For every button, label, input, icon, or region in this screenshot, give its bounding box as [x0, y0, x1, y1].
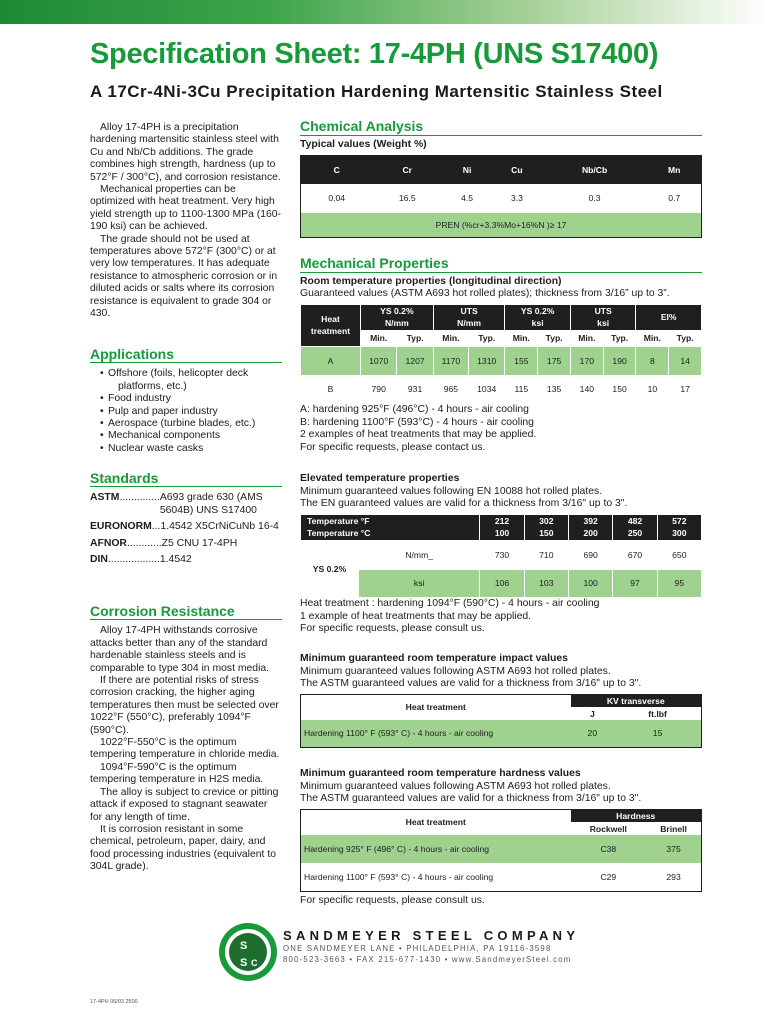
table-header-cell: El% — [636, 304, 702, 330]
table-header-cell: 482 250 — [613, 514, 657, 540]
table-cell: 3.3 — [510, 192, 523, 203]
table-cell: YS 0.2% — [301, 540, 359, 597]
table-header-row — [301, 514, 702, 540]
table-row — [301, 540, 702, 569]
document-code: 17-4PH 06/03 2500 — [90, 999, 138, 1005]
table-header-cell: Typ. — [669, 330, 702, 346]
room-temp-subtitle: Guaranteed values (ASTM A693 hot rolled plates); thickness from 3/16” up to 3”. — [300, 288, 670, 300]
page-subtitle: A 17Cr-4Ni-3Cu Precipitation Hardening Martensitic Stainless Steel — [90, 82, 663, 101]
table-header-cell: C — [301, 156, 373, 184]
table-header-cell: Heat treatment — [301, 304, 361, 346]
note-line: A: hardening 925°F (496°C) - 4 hours - air cooling — [300, 403, 529, 415]
standards-heading: Standards — [90, 472, 282, 487]
list-item: • Pulp and paper industry — [100, 406, 282, 418]
company-name: SANDMEYER STEEL COMPANY — [283, 928, 580, 943]
elevated-table — [300, 514, 702, 598]
table-cell: 17 — [669, 375, 702, 403]
intro-paragraph: The grade should not be used at temperatures above 572°F (300°C) or at very low temperatures. It has adequate resistance to atmospheric corrosion or in diluted acids or salts where its corrosion resistance is equivalent to grade 304 or 430. — [90, 233, 278, 320]
hardness-subtitle: The ASTM guaranteed values are valid for a thickness from 3/16" up to 3". — [300, 793, 642, 805]
table-header-cell: Heat treatment — [405, 817, 466, 828]
table-cell: A — [301, 346, 361, 375]
corrosion-paragraph: The alloy is subject to crevice or pitting attack if exposed to stagnant seawater for any length of time. — [90, 786, 279, 823]
table-cell: 20 — [587, 728, 598, 739]
table-header-cell: Cr — [372, 156, 442, 184]
table-cell: B — [301, 375, 361, 403]
intro-paragraph: Alloy 17-4PH is a precipitation hardening martensitic stainless steel with Cu and Nb/Cb additions. The grade combines high strength, hardness (up to 572°F / 300°C), and corrosion resistance. — [90, 122, 281, 183]
standards-section — [90, 472, 282, 570]
mechanical-heading: Mechanical Properties — [300, 257, 702, 273]
table-cell: 1070 — [361, 346, 397, 375]
list-item: • Aerospace (turbine blades, etc.) — [100, 418, 282, 430]
table-cell: 1170 — [433, 346, 468, 375]
table-header-row — [301, 809, 702, 822]
table-cell: 150 — [603, 375, 636, 403]
table-header-cell: YS 0.2% N/mm — [361, 304, 434, 330]
table-cell: C29 — [600, 871, 617, 882]
table-cell: 790 — [361, 375, 397, 403]
table-cell: 293 — [666, 871, 681, 882]
table-header-cell: 572 300 — [657, 514, 701, 540]
table-cell: 15 — [652, 728, 663, 739]
table-header-cell: 302 150 — [524, 514, 568, 540]
table-header-cell: UTS N/mm — [433, 304, 505, 330]
elevated-subtitle: Minimum guaranteed values following EN 10088 hot rolled plates. — [300, 485, 603, 497]
table-cell: 1207 — [397, 346, 433, 375]
standard-row: EURONORM ... 1.4542 X5CrNiCuNb 16-4 — [90, 521, 279, 533]
table-row — [301, 863, 702, 891]
table-cell: C38 — [600, 844, 617, 855]
table-header-cell: ft.lbf — [648, 708, 667, 719]
applications-heading: Applications — [90, 348, 282, 363]
impact-table — [300, 694, 702, 748]
logo-letter: S — [240, 940, 248, 952]
table-cell: 1034 — [469, 375, 505, 403]
corrosion-section — [90, 605, 282, 874]
table-header-cell: Ni — [442, 156, 492, 184]
table-cell: 650 — [657, 540, 701, 569]
table-cell: ksi — [359, 569, 480, 597]
note-line: For specific requests, please consult us. — [300, 894, 485, 906]
table-cell: 140 — [570, 375, 603, 403]
table-row — [301, 346, 702, 375]
table-header-cell: 212 100 — [480, 514, 524, 540]
list-item: • Offshore (foils, helicopter deck platforms, etc.) — [100, 368, 282, 393]
table-cell: 0.3 — [588, 192, 601, 203]
corrosion-paragraph: If there are potential risks of stress corrosion cracking, the higher aging temperatures then must be selected over 1022°F (550°C), preferably 1094°F (590°C). — [90, 675, 279, 736]
table-header-cell: Typ. — [603, 330, 636, 346]
table-header-cell: 392 200 — [569, 514, 613, 540]
table-header-cell: Mn — [647, 156, 701, 184]
table-cell: 931 — [397, 375, 433, 403]
note-line: 1 example of heat treatments that may be applied. — [300, 610, 532, 622]
intro-paragraph: Mechanical properties can be optimized with heat treatment. Very high yield strength up to 1100-1300 MPa (160-190 ksi) can be achieved. — [90, 184, 281, 233]
note-line: B: hardening 1100°F (593°C) - 4 hours - air cooling — [300, 416, 534, 428]
impact-title: Minimum guaranteed room temperature impact values — [300, 653, 568, 664]
table-header-cell: J — [589, 708, 595, 719]
chemical-heading: Chemical Analysis — [300, 120, 702, 136]
company-logo — [218, 922, 278, 982]
table-cell: 1310 — [469, 346, 505, 375]
table-cell: 965 — [433, 375, 468, 403]
note-line: Heat treatment : hardening 1094°F (590°C) - 4 hours - air cooling — [300, 597, 600, 609]
table-header-cell: Min. — [361, 330, 397, 346]
table-row — [301, 184, 702, 213]
corrosion-paragraph: 1022°F-550°C is the optimum tempering temperature in chloride media. — [90, 737, 280, 761]
table-header-cell: Min. — [505, 330, 538, 346]
page-title: Specification Sheet: 17-4PH (UNS S17400) — [90, 38, 659, 70]
table-header-cell: Temperature °F Temperature °C — [301, 514, 480, 540]
standard-row: AFNOR ............ Z5 CNU 17-4PH — [90, 537, 238, 549]
table-cell: 670 — [613, 540, 657, 569]
table-cell: 14 — [669, 346, 702, 375]
mechanical-section — [300, 257, 702, 454]
table-header-cell: Rockwell — [589, 823, 627, 834]
table-cell: 190 — [603, 346, 636, 375]
logo-letter: S — [240, 957, 248, 969]
elevated-subtitle: The EN guaranteed values are valid for a thickness from 3/16" up to 3". — [300, 498, 628, 510]
table-header-cell: Typ. — [469, 330, 505, 346]
table-cell: 710 — [524, 540, 568, 569]
table-header-cell: Heat treatment — [405, 702, 466, 713]
table-cell: 730 — [480, 540, 524, 569]
table-header-cell: Nb/Cb — [542, 156, 648, 184]
hardness-section — [300, 768, 702, 907]
hardness-table — [300, 809, 702, 892]
note-line: 2 examples of heat treatments that may be applied. — [300, 429, 537, 441]
table-cell: 106 — [480, 569, 524, 597]
table-header-cell: Cu — [492, 156, 542, 184]
table-row — [301, 213, 702, 238]
list-item: • Nuclear waste casks — [100, 443, 282, 455]
table-cell: 175 — [538, 346, 571, 375]
table-header-row — [301, 694, 702, 707]
mechanical-table — [300, 304, 702, 404]
table-header-cell: KV transverse — [571, 694, 702, 707]
company-address: ONE SANDMEYER LANE • PHILADELPHIA, PA 19116-3598 — [283, 944, 552, 953]
impact-subtitle: Minimum guaranteed values following ASTM A693 hot rolled plates. — [300, 665, 611, 677]
table-header-cell: Brinell — [660, 823, 687, 834]
note-line: For specific requests, please contact us. — [300, 441, 486, 453]
list-item: • Mechanical components — [100, 430, 282, 442]
table-header-cell: Min. — [433, 330, 468, 346]
table-cell: 690 — [569, 540, 613, 569]
chemical-subtitle: Typical values (Weight %) — [300, 138, 427, 150]
table-header-cell: UTS ksi — [570, 304, 636, 330]
list-item: • Food industry — [100, 393, 282, 405]
company-phone: 800-523-3663 • FAX 215-677-1430 • www.SandmeyerSteel.com — [283, 955, 572, 964]
table-cell: 0.7 — [668, 192, 681, 203]
applications-list — [90, 368, 282, 455]
corrosion-paragraph: 1094°F-590°C is the optimum tempering temperature in H2S media. — [90, 761, 264, 786]
table-cell: 97 — [613, 569, 657, 597]
table-header-cell: Min. — [636, 330, 669, 346]
table-cell: 115 — [505, 375, 538, 403]
room-temp-title: Room temperature properties (longitudinal direction) — [300, 275, 562, 287]
table-cell: 100 — [569, 569, 613, 597]
corrosion-paragraph: It is corrosion resistant in some chemical, petroleum, paper, dairy, and food processing industries (equivalent to 304L grade). — [90, 823, 276, 873]
table-cell: 16.5 — [398, 192, 416, 203]
chemical-section — [300, 120, 702, 238]
corrosion-paragraph: Alloy 17-4PH withstands corrosive attacks better than any of the standard hardenable stainless steels and is comparable to type 304 in most media. — [90, 625, 270, 674]
table-header-row — [301, 156, 702, 184]
table-cell: 10 — [636, 375, 669, 403]
table-cell: N/mm_ — [359, 540, 480, 569]
table-cell: 170 — [570, 346, 603, 375]
intro-section — [90, 122, 282, 321]
table-cell: 135 — [538, 375, 571, 403]
elevated-section — [300, 473, 702, 636]
table-header-row — [301, 304, 702, 330]
standard-row: DIN .................. 1.4542 — [90, 554, 192, 566]
table-header-cell: Typ. — [538, 330, 571, 346]
table-header-cell: Typ. — [397, 330, 433, 346]
table-cell: 95 — [657, 569, 701, 597]
table-row — [301, 375, 702, 403]
table-subheader-row — [301, 330, 702, 346]
standard-row: ASTM .............. A693 grade 630 (AMS 5604B) UNS S17400 — [90, 492, 263, 516]
table-cell: 103 — [524, 569, 568, 597]
chemical-table — [300, 155, 702, 238]
corrosion-heading: Corrosion Resistance — [90, 605, 282, 620]
hardness-subtitle: Minimum guaranteed values following ASTM A693 hot rolled plates. — [300, 780, 611, 792]
table-cell: Hardening 1100° F (593° C) - 4 hours - air cooling — [304, 871, 494, 882]
table-cell: 0.04 — [328, 192, 346, 203]
table-cell: Hardening 1100° F (593° C) - 4 hours - air cooling — [304, 728, 494, 739]
table-header-cell: Min. — [570, 330, 603, 346]
impact-subtitle: The ASTM guaranteed values are valid for a thickness from 3/16" up to 3". — [300, 678, 642, 690]
table-cell: 375 — [666, 844, 681, 855]
applications-section — [90, 348, 282, 455]
table-cell: 155 — [505, 346, 538, 375]
table-row — [301, 835, 702, 863]
table-cell: 8 — [636, 346, 669, 375]
note-line: For specific requests, please consult us. — [300, 623, 485, 635]
table-header-cell: YS 0.2% ksi — [505, 304, 571, 330]
table-row — [301, 569, 702, 597]
hardness-title: Minimum guaranteed room temperature hardness values — [300, 768, 581, 779]
table-cell: 4.5 — [461, 192, 474, 203]
pren-cell: PREN (%cr+3.3%Mo+16%N )≥ 17 — [301, 213, 702, 238]
elevated-title: Elevated temperature properties — [300, 473, 460, 484]
table-header-cell: Hardness — [571, 809, 702, 822]
impact-section — [300, 653, 702, 748]
logo-letter: C — [251, 958, 258, 968]
table-row — [301, 720, 702, 747]
table-cell: Hardening 925° F (496° C) - 4 hours - air cooling — [304, 844, 490, 855]
top-gradient-band — [0, 0, 768, 24]
